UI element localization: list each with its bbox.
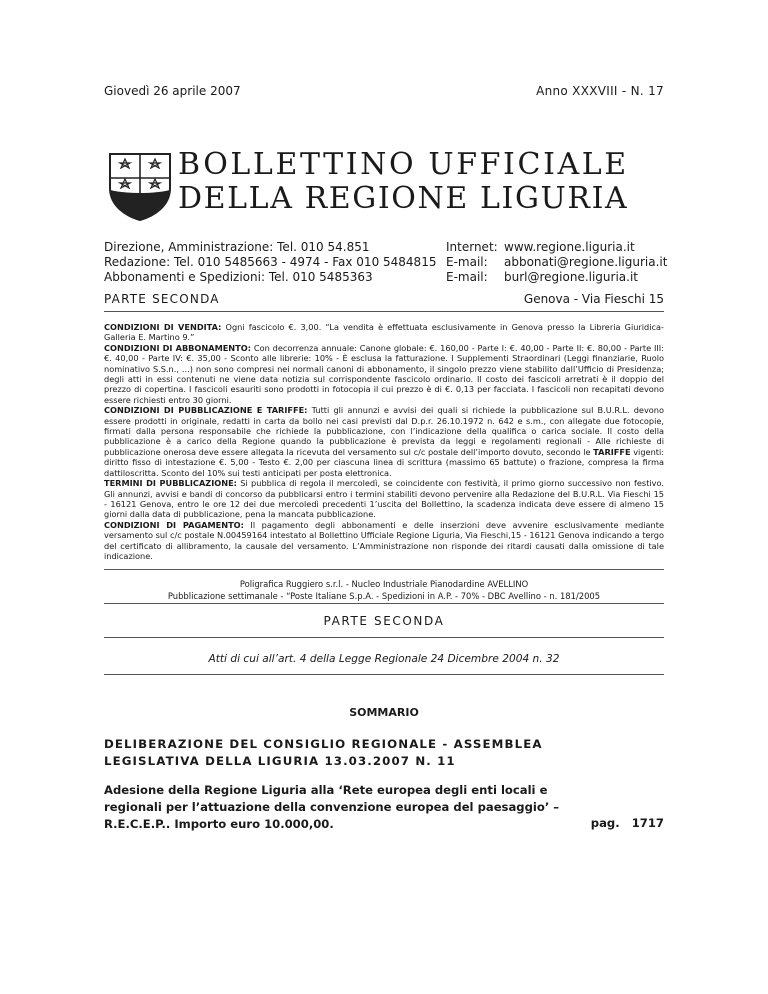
printer-info — [104, 578, 664, 602]
summary-entry[interactable]: Adesione della Regione Liguria alla ‘Rete europea degli enti locali e regionali per l’attuazione della convenzione europea del paesaggio’ – R.E.C.E.P.. Importo euro 10.000,00. — [104, 783, 560, 831]
deliberation-title: DELIBERAZIONE DEL CONSIGLIO REGIONALE - ASSEMBLEA LEGISLATIVA DELLA LIGURIA 13.03.2007 N. 11 — [104, 737, 543, 768]
page-reference: pag. 1717 — [590, 816, 664, 830]
masthead-title-line2: DELLA REGIONE LIGURIA — [178, 181, 629, 216]
email-label: E-mail: — [446, 255, 488, 269]
divider — [104, 674, 664, 675]
address: Genova - Via Fieschi 15 — [523, 292, 664, 306]
conditions-block — [104, 322, 664, 561]
internet-label: Internet: — [446, 240, 498, 254]
cond-pagamento: CONDIZIONI DI PAGAMENTO: Il pagamento degli abbonamenti e delle inserzioni deve avvenire esclusivamente mediante versamento sul c/c postale N.00459164 intestato al Bollettino Ufficiale Regione Liguria, Via Fieschi,15 - 16121 Genova indicando a tergo del certificato di allibramento, la causale del versamento. L’Amministrazione non risponde dei ritardi causati dalla omissione di tale indicazione. — [104, 519, 664, 561]
divider — [104, 569, 664, 570]
legal-reference: Atti di cui all’art. 4 della Legge Regionale 24 Dicembre 2004 n. 32 — [208, 653, 560, 665]
internet-link[interactable]: www.regione.liguria.it — [504, 240, 635, 254]
cond-abbonamento: CONDIZIONI DI ABBONAMENTO: Con decorrenza annuale: Canone globale: €. 160,00 - Parte I: €. 40,00 - Parte II: €. 80,00 - Parte III: €. 40,00 - Parte IV: €. 35,00 - Sconto alle librerie: 10% - È esclusa la fatturazione. I Supplementi Straordinari (Leggi finanziarie, Ruolo nominativo S.S.n., ...) non sono compresi nei normali canoni di abbonamento, il singolo prezzo viene stabilito dall’Ufficio di Presidenza; degli atti in essi contenuti ne viene data notizia sul corrispondente fascicolo ordinario. Il costo dei fascicoli arretrati è il doppio del prezzo di copertina. I fascicoli esauriti sono prodotti in fotocopia il cui prezzo è di €. 0,13 per facciata. I fascicoli non recapitati devono essere richiesti entro 30 giorni. — [104, 342, 664, 405]
email-burl-link[interactable]: burl@regione.liguria.it — [504, 270, 639, 284]
divider — [104, 637, 664, 638]
cond-termini: TERMINI DI PUBBLICAZIONE: Si pubblica di regola il mercoledì, se coincidente con festività, il primo giorno successivo non festivo. Gli annunzi, avvisi e bandi di concorso da pubblicarsi entro i termini stabiliti devono pervenire alla Redazione del B.U.R.L. Via Fieschi 15 - 16121 Genova, entro le ore 12 dei due mercoledì precedenti 1’uscita del Bollettino, la scadenza indicata deve essere di almeno 15 giorni dalla data di pubblicazione, pena la mancata pubblicazione. — [104, 478, 664, 520]
issue-date: Giovedì 26 aprile 2007 — [104, 84, 241, 98]
contact-abbonamenti: Abbonamenti e Spedizioni: Tel. 010 5485363 — [104, 270, 373, 284]
summary-heading: SOMMARIO — [349, 706, 419, 719]
printer-line1: Poligrafica Ruggiero s.r.l. - Nucleo Industriale Pianodardine AVELLINO — [239, 579, 529, 589]
contact-redazione: Redazione: Tel. 010 5485663 - 4974 - Fax 010 5484815 — [104, 255, 437, 269]
divider — [104, 603, 664, 604]
liguria-shield-icon — [106, 150, 174, 222]
section-heading: PARTE SECONDA — [323, 614, 445, 628]
office-contacts — [104, 240, 436, 285]
cond-vendita: CONDIZIONI DI VENDITA: Ogni fascicolo €. 3,00. “La vendita è effettuata esclusivamente in Genova presso la Libreria Giuridica-Galleria E. Martino 9.” — [104, 322, 664, 343]
contact-direzione: Direzione, Amministrazione: Tel. 010 54.851 — [104, 240, 370, 254]
cond-pubblicazione: CONDIZIONI DI PUBBLICAZIONE E TARIFFE: Tutti gli annunzi e avvisi dei quali si richiede la pubblicazione sul B.U.R.L. devono essere prodotti in originale, redatti in carta da bollo nei casi previsti dal D.p.r. 26.10.1972 n. 642 e s.m., con allegate due fotocopie, firmati dalla persona responsabile che richiede la pubblicazione, con l’indicazione della qualifica o carica sociale. Il costo della pubblicazione è a carico della Regione quando la pubblicazione è prevista da leggi e regolamenti regionali - Alle richieste di pubblicazione onerosa deve essere allegata la ricevuta del versamento sul c/c postale dell’importo dovuto, secondo le TARIFFE vigenti: diritto fisso di intestazione €. 5,00 - Testo €. 2,00 per ciascuna linea di scrittura (massimo 65 battute) o frazione, compresa la firma dattiloscritta. Sconto del 10% sui testi anticipati per posta elettronica. — [104, 405, 664, 478]
issue-number: Anno XXXVIII - N. 17 — [536, 84, 664, 98]
printer-line2: Pubblicazione settimanale - “Poste Italiane S.p.A. - Spedizioni in A.P. - 70% - DBC Avellino - n. 181/2005 — [167, 591, 601, 601]
email-abbonati-link[interactable]: abbonati@regione.liguria.it — [504, 255, 668, 269]
section-label: PARTE SECONDA — [104, 292, 220, 306]
web-contacts — [446, 240, 667, 285]
email-label: E-mail: — [446, 270, 488, 284]
divider — [104, 311, 664, 312]
masthead-title-line1: BOLLETTINO UFFICIALE — [178, 147, 629, 182]
